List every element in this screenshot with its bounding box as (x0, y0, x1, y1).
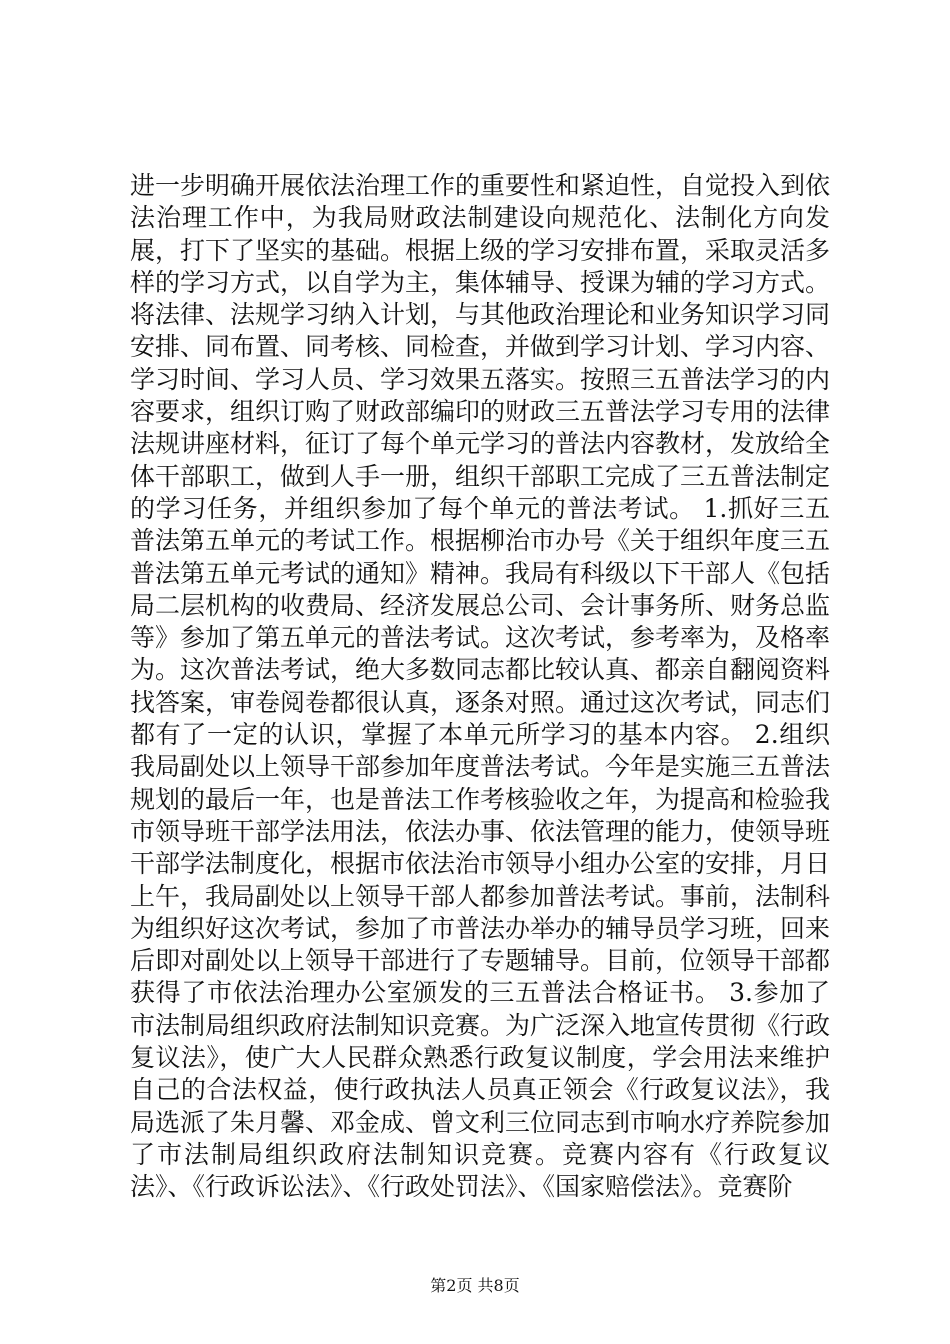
page-footer: 第2页 共8页 (430, 1276, 520, 1295)
body-paragraph: 进一步明确开展依法治理工作的重要性和紧迫性，自觉投入到依法治理工作中，为我局财政法制建设向规范化、法制化方向发展，打下了坚实的基础。根据上级的学习安排布置，采取灵活多样的学习方式，以自学为主，集体辅导、授课为辅的学习方式。将法律、法规学习纳入计划，与其他政治理论和业务知识学习同安排、同布置、同考核、同检查，并做到学习计划、学习内容、学习时间、学习人员、学习效果五落实。按照三五普法学习的内容要求，组织订购了财政部编印的财政三五普法学习专用的法律法规讲座材料，征订了每个单元学习的普法内容教材，发放给全体干部职工，做到人手一册，组织干部职工完成了三五普法制定的学习任务，并组织参加了每个单元的普法考试。 1.抓好三五普法第五单元的考试工作。根据柳治市办号《关于组织年度三五普法第五单元考试的通知》精神。我局有科级以下干部人《包括局二层机构的收费局、经济发展总公司、会计事务所、财务总监等》参加了第五单元的普法考试。这次考试，参考率为，及格率为。这次普法考试，绝大多数同志都比较认真、都亲自翻阅资料找答案，审卷阅卷都很认真，逐条对照。通过这次考试，同志们都有了一定的认识，掌握了本单元所学习的基本内容。 2.组织我局副处以上领导干部参加年度普法考试。今年是实施三五普法规划的最后一年，也是普法工作考核验收之年，为提高和检验我市领导班干部学法用法，依法办事、依法管理的能力，使领导班干部学法制度化，根据市依法治市领导小组办公室的安排，月日上午，我局副处以上领导干部人都参加普法考试。事前，法制科为组织好这次考试，参加了市普法办举办的辅导员学习班，回来后即对副处以上领导干部进行了专题辅导。目前，位领导干部都获得了市依法治理办公室颁发的三五普法合格证书。 3.参加了市法制局组织政府法制知识竞赛。为广泛深入地宣传贯彻《行政复议法》，使广大人民群众熟悉行政复议制度，学会用法来维护自己的合法权益，使行政执法人员真正领会《行政复议法》，我局选派了朱月馨、邓金成、曾文利三位同志到市响水疗养院参加了市法制局组织政府法制知识竞赛。竞赛内容有《行政复议法》、《行政诉讼法》、《行政处罚法》、《国家赔偿法》。竞赛阶 (130, 171, 831, 1202)
